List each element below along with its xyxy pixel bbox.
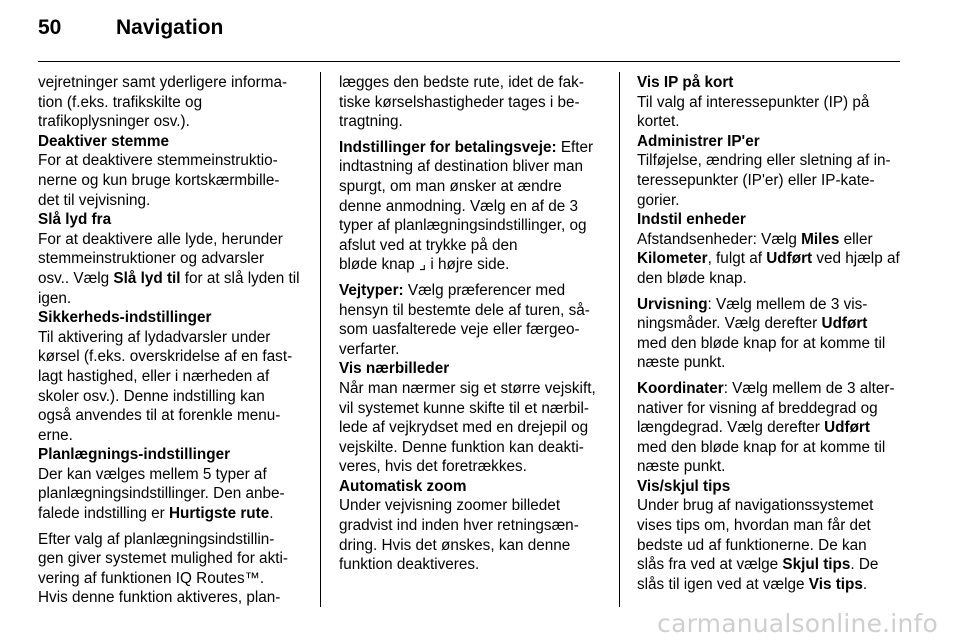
option-udfoert: Udført bbox=[824, 419, 870, 437]
option-kilometer: Kilometer bbox=[637, 250, 708, 268]
heading-vis-skjul-tips: Vis/skjul tips bbox=[637, 477, 731, 495]
slaa-lyd-fra-body: For at deaktivere alle lyde, herunder stemmeinstruktioner og advarsler osv.. Vælg Slå lyd til for at slå lyden til igen. bbox=[38, 230, 300, 307]
column-3 bbox=[637, 73, 909, 594]
option-vis-tips: Vis tips bbox=[808, 575, 863, 593]
column-2 bbox=[339, 73, 611, 575]
heading-planlaegnings-indstillinger: Planlægnings-indstillinger bbox=[38, 446, 231, 464]
heading-administrer-ip: Administrer IP'er bbox=[637, 132, 760, 150]
page-header bbox=[38, 16, 223, 48]
urvisning-paragraph: Urvisning: Vælg mellem de 3 vis- ningsmåder. Vælg derefter Udført med den bløde knap for at komme til næste punkt. bbox=[637, 295, 886, 372]
option-udfoert: Udført bbox=[766, 250, 813, 268]
page-title: Navigation bbox=[116, 16, 224, 39]
efter-valg-paragraph: Efter valg af planlægningsindstillin- gen giver systemet mulighed for akti- vering af funktionen IQ Routes™. Hvis denne funktion aktiveres, plan- bbox=[38, 530, 288, 607]
naerbilleder-body: Når man nærmer sig et større vejskift, vil systemet kunne skifte til et nærbil- lede af vejkrydset med en drejepil og vejskilte. Denne funktion kan deakti- veres, hvis det foretrækkes. bbox=[339, 379, 596, 476]
watermark: carmanualsonline.info bbox=[657, 609, 938, 638]
sikkerheds-body: Til aktivering af lydadvarsler under kørsel (f.eks. overskridelse af en fast- lagt hastighed, eller i nærheden af skoler osv.). Denne indstilling kan også anvendes til at forenkle menu- erne. bbox=[38, 328, 293, 444]
heading-deaktiver-stemme: Deaktiver stemme bbox=[38, 132, 169, 150]
header-rule bbox=[38, 61, 900, 62]
betalingsveje-paragraph: Indstillinger for betalingsveje: Efter indtastning af destination bliver man spurgt, om man ønsker at ændre denne anmodning. Vælg en af de 3 typer af planlægningsindstillinger, og afslut ved at trykke på den bløde knap ⌟ i højre side. bbox=[339, 138, 594, 274]
continued-paragraph: lægges den bedste rute, idet de fak- tiske kørselshastigheder tages i be- tragtning. bbox=[339, 74, 584, 131]
intro-paragraph: vejretninger samt yderligere informa- tion (f.eks. trafikskilte og trafikoplysninger osv.). bbox=[38, 74, 288, 131]
administrer-ip-body: Tilføjelse, ændring eller sletning af in- teressepunkter (IP'er) eller IP-kate- gorier. bbox=[637, 152, 891, 209]
heading-koordinater: Koordinater bbox=[637, 379, 724, 397]
option-slaa-lyd-til: Slå lyd til bbox=[113, 269, 181, 287]
deaktiver-stemme-body: For at deaktivere stemmeinstruktio- nerne og kun bruge kortskærmbille- det til vejvisning. bbox=[38, 152, 280, 209]
option-hurtigste-rute: Hurtigste rute bbox=[168, 505, 270, 523]
planlaegnings-body: Der kan vælges mellem 5 typer af planlægningsindstillinger. Den anbe- falede indstilling er Hurtigste rute. bbox=[38, 465, 285, 523]
koordinater-paragraph: Koordinater: Vælg mellem de 3 alter- nativer for visning af breddegrad og længdegrad. Vælg derefter Udført med den bløde knap for at komme til næste punkt. bbox=[637, 379, 895, 476]
automatisk-zoom-body: Under vejvisning zoomer billedet gradvist ind inden hver retningsæn- dring. Hvis det ønskes, kan denne funktion deaktiveres. bbox=[339, 497, 579, 574]
column-divider-2 bbox=[619, 72, 620, 607]
vejtyper-paragraph: Vejtyper: Vælg præferencer med hensyn til bestemte dele af turen, så- som uasfalterede veje eller færgeo- verfarter. bbox=[339, 281, 590, 358]
column-1 bbox=[38, 73, 310, 608]
heading-automatisk-zoom: Automatisk zoom bbox=[339, 477, 467, 495]
option-skjul-tips: Skjul tips bbox=[782, 556, 851, 574]
heading-vejtyper: Vejtyper: bbox=[339, 281, 404, 299]
column-divider-1 bbox=[320, 72, 321, 607]
heading-sikkerheds-indstillinger: Sikkerheds-indstillinger bbox=[38, 309, 212, 327]
vis-ip-body: Til valg af interessepunkter (IP) på kortet. bbox=[637, 93, 870, 131]
heading-slaa-lyd-fra: Slå lyd fra bbox=[38, 211, 112, 229]
indstil-enheder-body: Afstandsenheder: Vælg Miles eller Kilometer, fulgt af Udført ved hjælp af den bløde knap. bbox=[637, 230, 900, 287]
vis-skjul-tips-body: Under brug af navigationssystemet vises tips om, hvordan man får det bedste ud af funktionerne. De kan slås fra ved at vælge Skjul tips. De slås til igen ved at vælge Vis tips. bbox=[637, 497, 879, 593]
heading-vis-naerbilleder: Vis nærbilleder bbox=[339, 360, 450, 378]
heading-indstil-enheder: Indstil enheder bbox=[637, 211, 746, 229]
heading-betalingsveje: Indstillinger for betalingsveje: bbox=[339, 138, 557, 156]
option-miles: Miles bbox=[801, 230, 840, 248]
option-udfoert: Udført bbox=[821, 315, 868, 333]
heading-urvisning: Urvisning bbox=[637, 295, 708, 313]
heading-vis-ip-paa-kort: Vis IP på kort bbox=[637, 74, 734, 91]
page-number: 50 bbox=[38, 16, 62, 39]
